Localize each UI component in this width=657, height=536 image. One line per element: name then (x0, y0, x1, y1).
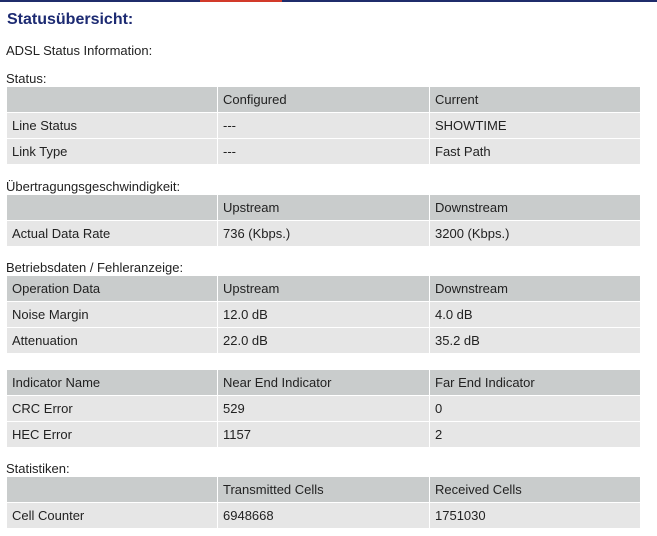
header-cell: Upstream (218, 195, 429, 221)
header-cell: Downstream (430, 276, 640, 302)
table-row (7, 396, 640, 422)
table-row (7, 503, 640, 529)
top-border (0, 0, 657, 2)
table-row (7, 328, 640, 354)
table-header-row (7, 370, 640, 396)
table-row (7, 302, 640, 328)
table-cell: 3200 (Kbps.) (430, 221, 640, 247)
header-cell: Transmitted Cells (218, 477, 429, 503)
table-row (7, 113, 640, 139)
row-label: Actual Data Rate (7, 221, 217, 247)
header-cell: Received Cells (430, 477, 640, 503)
table-cell: SHOWTIME (430, 113, 640, 139)
table-cell: 2 (430, 422, 640, 448)
header-cell (7, 87, 217, 113)
status-section-label: Status: (6, 71, 47, 86)
row-label: Link Type (7, 139, 217, 165)
table-row (7, 221, 640, 247)
row-label: Noise Margin (7, 302, 217, 328)
status-table (6, 87, 641, 165)
table-cell: 6948668 (218, 503, 429, 529)
table-row (7, 139, 640, 165)
header-cell: Current (430, 87, 640, 113)
stats-section-label: Statistiken: (6, 461, 70, 476)
header-cell: Near End Indicator (218, 370, 429, 396)
top-border-accent (200, 0, 282, 2)
table-cell: --- (218, 113, 429, 139)
header-cell: Indicator Name (7, 370, 217, 396)
table-cell: 736 (Kbps.) (218, 221, 429, 247)
table-cell: 4.0 dB (430, 302, 640, 328)
table-header-row (7, 195, 640, 221)
row-label: Cell Counter (7, 503, 217, 529)
page-title: Statusübersicht: (7, 11, 134, 28)
speed-section-label: Übertragungsgeschwindigkeit: (6, 179, 181, 194)
header-cell: Downstream (430, 195, 640, 221)
table-cell: 22.0 dB (218, 328, 429, 354)
table-cell: 0 (430, 396, 640, 422)
table-cell: 1751030 (430, 503, 640, 529)
table-cell: 529 (218, 396, 429, 422)
operation-section-label: Betriebsdaten / Fehleranzeige: (6, 260, 184, 275)
operation-table (6, 276, 641, 354)
row-label: CRC Error (7, 396, 217, 422)
header-cell: Far End Indicator (430, 370, 640, 396)
table-cell: 12.0 dB (218, 302, 429, 328)
table-header-row (7, 477, 640, 503)
table-cell: 35.2 dB (430, 328, 640, 354)
speed-table (6, 195, 641, 247)
adsl-info-label: ADSL Status Information: (6, 43, 153, 58)
table-cell: Fast Path (430, 139, 640, 165)
header-cell (7, 195, 217, 221)
header-cell: Operation Data (7, 276, 217, 302)
table-cell: --- (218, 139, 429, 165)
table-header-row (7, 87, 640, 113)
row-label: Attenuation (7, 328, 217, 354)
header-cell: Configured (218, 87, 429, 113)
table-row (7, 422, 640, 448)
row-label: HEC Error (7, 422, 217, 448)
table-header-row (7, 276, 640, 302)
stats-table (6, 477, 641, 529)
row-label: Line Status (7, 113, 217, 139)
indicator-table (6, 370, 641, 448)
table-cell: 1157 (218, 422, 429, 448)
header-cell (7, 477, 217, 503)
header-cell: Upstream (218, 276, 429, 302)
